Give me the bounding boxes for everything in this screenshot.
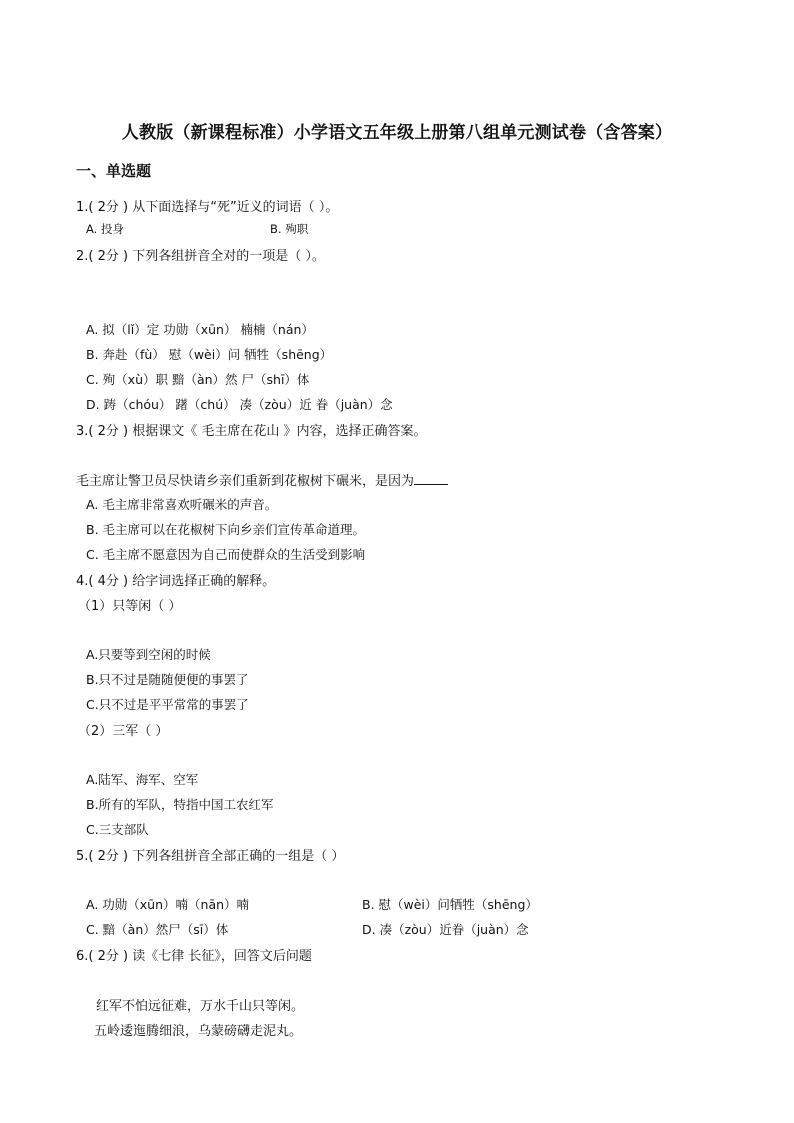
question-6-stem: 6.( 2分 ) 读《七律 长征》，回答文后问题 xyxy=(76,949,312,964)
question-3-stem: 3.( 2分 ) 根据课文《 毛主席在花山 》内容，选择正确答案。 xyxy=(76,424,427,439)
question-4-sub-2-option-c[interactable]: C.三支部队 xyxy=(86,822,149,837)
question-4-sub-2-option-b[interactable]: B.所有的军队，特指中国工农红军 xyxy=(86,797,274,812)
question-5-option-b[interactable]: B. 慰（wèi）问牺牲（shēng） xyxy=(362,897,538,912)
question-3-passage xyxy=(76,470,448,489)
question-3-option-a[interactable]: A. 毛主席非常喜欢听碾米的声音。 xyxy=(86,497,278,512)
question-5-option-c[interactable]: C. 黯（àn）然尸（sī）体 xyxy=(86,922,229,937)
poem-line-1: 红军不怕远征难，万水千山只等闲。 xyxy=(96,999,305,1014)
section-heading: 一、单选题 xyxy=(76,162,152,180)
question-4-sub-2-option-a[interactable]: A.陆军、海军、空军 xyxy=(86,772,199,787)
question-4-stem: 4.( 4分 ) 给字词选择正确的解释。 xyxy=(76,574,276,589)
question-5-option-d[interactable]: D. 凑（zòu）近眷（juàn）念 xyxy=(362,922,529,937)
question-1-option-b[interactable]: B. 殉职 xyxy=(270,222,309,236)
question-2-option-b[interactable]: B. 奔赴（fù） 慰（wèi）问 牺牲（shēng） xyxy=(86,347,333,362)
question-2-option-c[interactable]: C. 殉（xù）职 黯（àn）然 尸（shī）体 xyxy=(86,372,310,387)
question-2-option-a[interactable]: A. 拟（lǐ）定 功勋（xūn） 楠楠（nán） xyxy=(86,322,314,337)
question-1-stem: 1.( 2分 ) 从下面选择与“死”近义的词语（ ）。 xyxy=(76,200,339,215)
question-1-option-a[interactable]: A. 投身 xyxy=(86,222,124,236)
question-3-option-c[interactable]: C. 毛主席不愿意因为自己而使群众的生活受到影响 xyxy=(86,547,366,562)
page-title: 人教版（新课程标准）小学语文五年级上册第八组单元测试卷（含答案） xyxy=(121,123,673,143)
question-2-stem: 2.( 2分 ) 下列各组拼音全对的一项是（ ）。 xyxy=(76,249,325,264)
answer-blank[interactable] xyxy=(414,473,448,485)
question-2-option-d[interactable]: D. 踌（chóu） 躇（chú） 凑（zòu）近 眷（juàn）念 xyxy=(86,397,393,412)
question-5-stem: 5.( 2分 ) 下列各组拼音全部正确的一组是（ ） xyxy=(76,849,345,864)
question-5-option-a[interactable]: A. 功勋（xūn）喃（nān）喃 xyxy=(86,897,250,912)
question-3-passage-text: 毛主席让警卫员尽快请乡亲们重新到花椒树下碾米，是因为 xyxy=(76,474,415,489)
poem-line-2: 五岭逶迤腾细浪，乌蒙磅礴走泥丸。 xyxy=(94,1024,303,1039)
question-4-sub-1-option-c[interactable]: C.只不过是平平常常的事罢了 xyxy=(86,697,249,712)
question-4-sub-1-option-a[interactable]: A.只要等到空闲的时候 xyxy=(86,647,211,662)
question-4-sub-2: （2）三军（ ） xyxy=(78,724,169,739)
question-4-sub-1: （1）只等闲（ ） xyxy=(78,599,182,614)
question-4-sub-1-option-b[interactable]: B.只不过是随随便便的事罢了 xyxy=(86,672,249,687)
question-3-option-b[interactable]: B. 毛主席可以在花椒树下向乡亲们宣传革命道理。 xyxy=(86,522,366,537)
